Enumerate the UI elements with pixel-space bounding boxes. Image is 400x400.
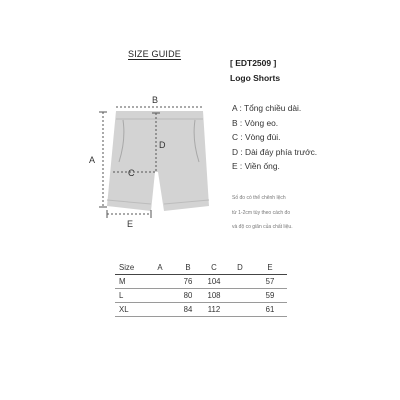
cell-b: 76 xyxy=(175,275,201,289)
legend-a: A : Tổng chiều dài. xyxy=(232,103,302,113)
cell-a xyxy=(145,289,175,303)
header-b: B xyxy=(175,261,201,275)
cell-e: 57 xyxy=(253,275,287,289)
cell-size: XL xyxy=(115,303,145,317)
cell-d xyxy=(227,275,253,289)
note-line-1: Số đo có thể chênh lệch xyxy=(232,195,286,201)
cell-b: 80 xyxy=(175,289,201,303)
product-name: Logo Shorts xyxy=(230,73,281,83)
dim-label-b: B xyxy=(152,95,159,105)
shorts-silhouette xyxy=(107,111,209,211)
cell-d xyxy=(227,289,253,303)
header-size: Size xyxy=(115,261,145,275)
dim-label-d: D xyxy=(159,140,166,150)
cell-a xyxy=(145,275,175,289)
header-e: E xyxy=(253,261,287,275)
header-d: D xyxy=(227,261,253,275)
page-title: SIZE GUIDE xyxy=(128,49,182,59)
legend-d: D : Dài đáy phía trước. xyxy=(232,147,318,157)
cell-size: L xyxy=(115,289,145,303)
table-row xyxy=(115,289,287,303)
cell-c: 108 xyxy=(201,289,227,303)
dim-label-c: C xyxy=(128,168,135,178)
header-c: C xyxy=(201,261,227,275)
cell-e: 59 xyxy=(253,289,287,303)
note-line-3: và độ co giãn của chất liệu. xyxy=(232,224,293,230)
legend-b: B : Vòng eo. xyxy=(232,118,279,128)
product-code: [ EDT2509 ] xyxy=(230,58,277,68)
cell-d xyxy=(227,303,253,317)
cell-c: 104 xyxy=(201,275,227,289)
header-a: A xyxy=(145,261,175,275)
dim-label-a: A xyxy=(89,155,96,165)
legend-c: C : Vòng đùi. xyxy=(232,132,281,142)
cell-a xyxy=(145,303,175,317)
cell-size: M xyxy=(115,275,145,289)
note-line-2: từ 1-2cm tùy theo cách đo xyxy=(232,210,291,216)
dim-label-e: E xyxy=(127,219,134,229)
table-row xyxy=(115,303,287,317)
size-table xyxy=(115,261,287,317)
cell-e: 61 xyxy=(253,303,287,317)
legend-e: E : Viền ống. xyxy=(232,161,280,171)
cell-b: 84 xyxy=(175,303,201,317)
cell-c: 112 xyxy=(201,303,227,317)
table-row xyxy=(115,275,287,289)
size-table-header xyxy=(115,261,287,275)
